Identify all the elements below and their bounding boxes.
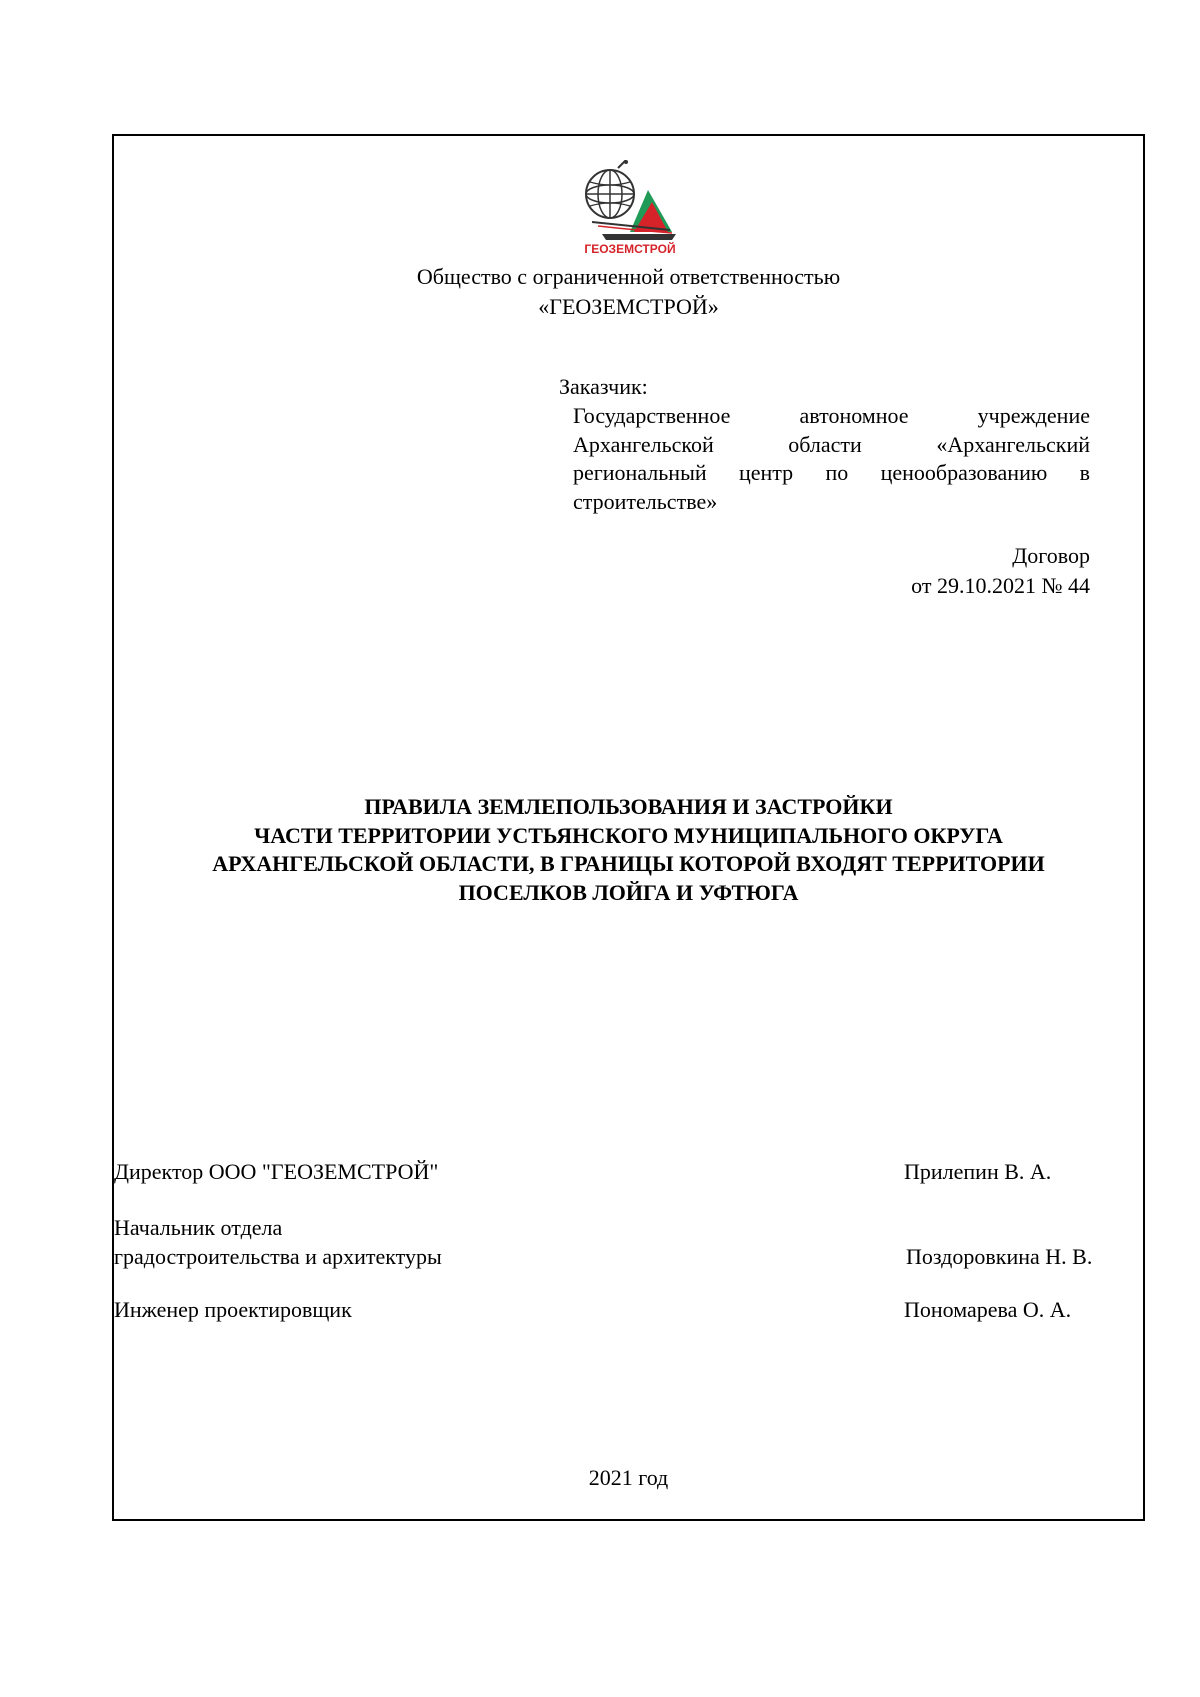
document-title (112, 793, 1145, 907)
signature-name: Поздоровкина Н. В. (906, 1244, 1093, 1269)
organization-line-1: Общество с ограниченной ответственностью (416, 264, 841, 289)
contract-info (911, 541, 1090, 601)
company-logo (572, 160, 692, 256)
title-line: ПОСЕЛКОВ ЛОЙГА И УФТЮГА (458, 879, 799, 905)
signature-position: Директор ООО "ГЕОЗЕМСТРОЙ" (114, 1159, 439, 1184)
title-line: АРХАНГЕЛЬСКОЙ ОБЛАСТИ, В ГРАНИЦЫ КОТОРОЙ ВХОДЯТ ТЕРРИТОРИИ (212, 851, 1045, 876)
signature-position-line-2: градостроительства и архитектуры (114, 1244, 442, 1269)
signature-name: Прилепин В. А. (904, 1159, 1052, 1184)
signature-position: Инженер проектировщик (114, 1297, 352, 1322)
signature-row-head-of-department (114, 1214, 1114, 1274)
contract-line-1: Договор (1012, 543, 1090, 568)
customer-label: Заказчик: (559, 374, 648, 399)
contract-line-2: от 29.10.2021 № 44 (911, 573, 1090, 598)
globe-triangle-logo-icon (572, 160, 692, 256)
organization-name (112, 262, 1145, 322)
document-year: 2021 год (588, 1465, 669, 1490)
title-line: ЧАСТИ ТЕРРИТОРИИ УСТЬЯНСКОГО МУНИЦИПАЛЬНОГО ОКРУГА (254, 822, 1003, 848)
signature-name: Пономарева О. А. (904, 1297, 1072, 1322)
organization-line-2: «ГЕОЗЕМСТРОЙ» (538, 294, 719, 319)
title-line: ПРАВИЛА ЗЕМЛЕПОЛЬЗОВАНИЯ И ЗАСТРОЙКИ (364, 794, 893, 819)
signature-position-line-1: Начальник отдела (114, 1215, 283, 1240)
customer-text: Государственное автономное учреждение Архангельской области «Архангельский региональный центр по ценообразованию в строительстве» (573, 403, 1090, 514)
logo-wordmark: ГЕОЗЕМСТРОЙ (584, 242, 676, 256)
